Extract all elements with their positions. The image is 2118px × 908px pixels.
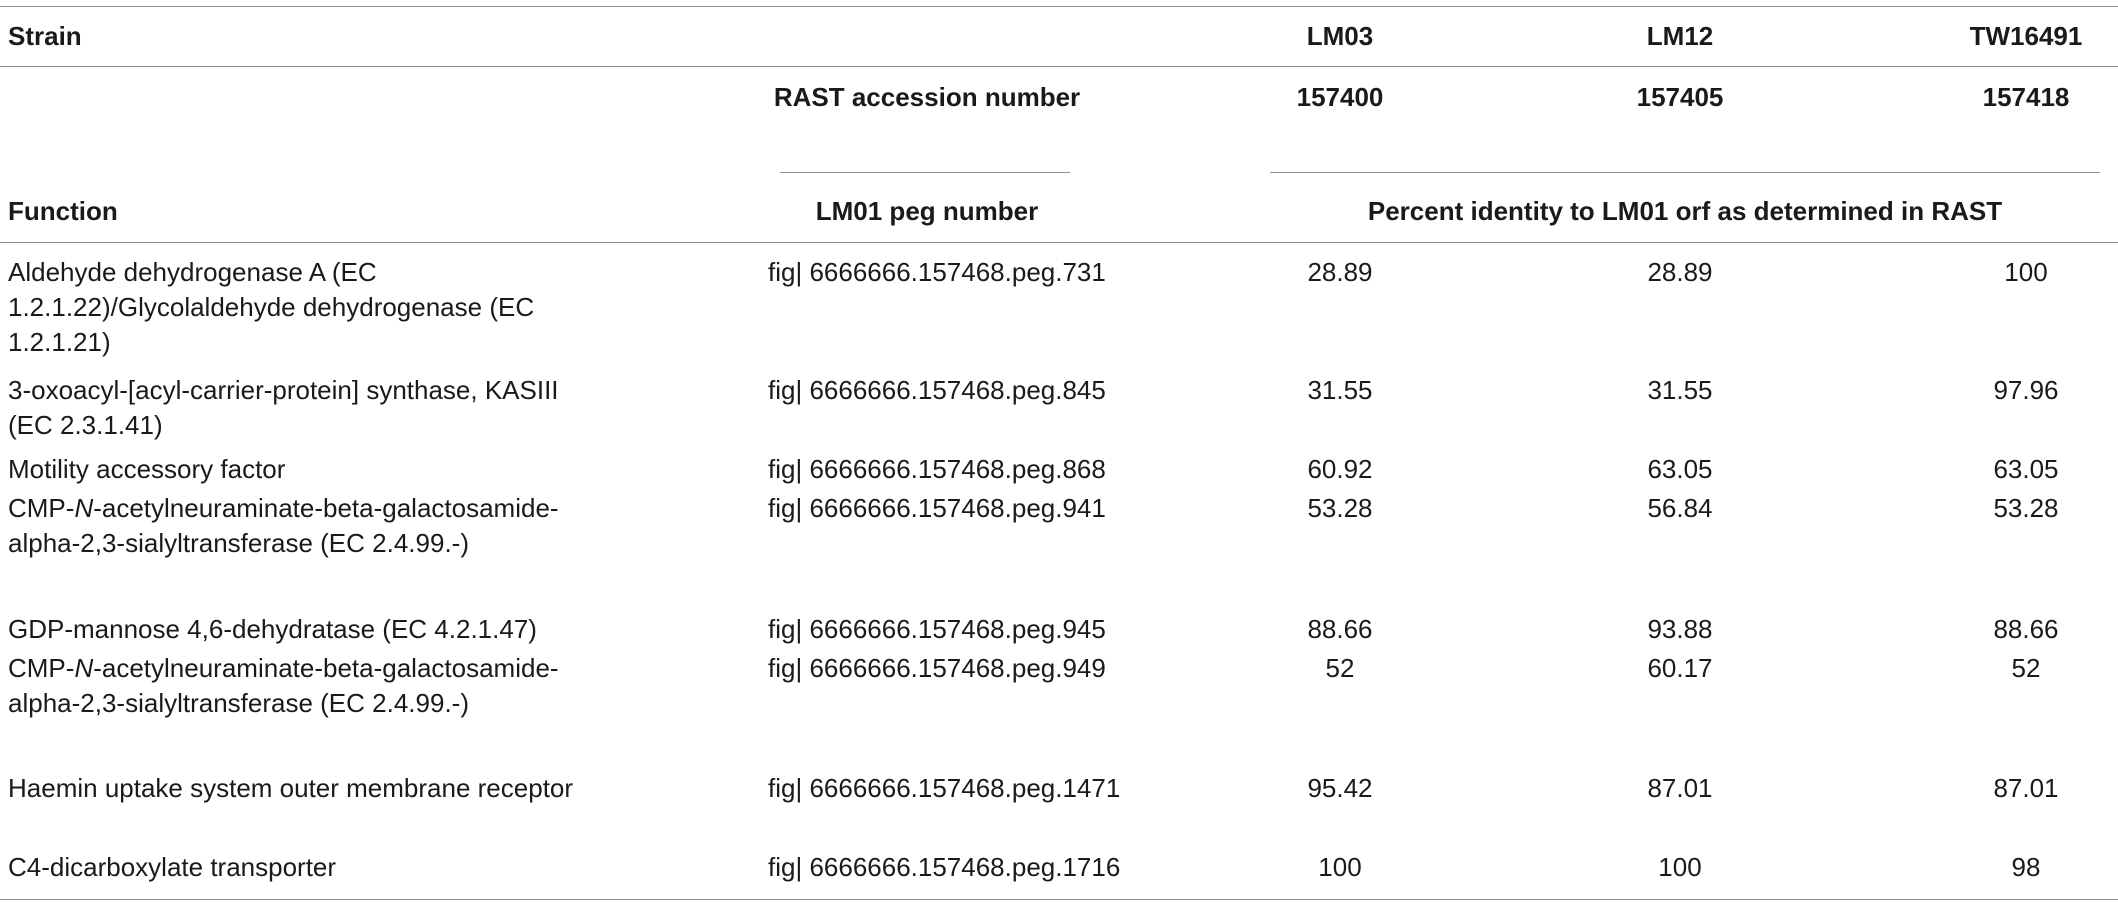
- function-cell: CMP-N-acetylneuraminate-beta-galactosamide-alpha-2,3-sialyltransferase (EC 2.4.99.-): [8, 493, 559, 558]
- peg-cell: fig| 6666666.157468.peg.868: [768, 454, 1106, 484]
- function-cell: Motility accessory factor: [8, 454, 286, 484]
- lm12-identity-cell: 60.17: [1647, 653, 1713, 683]
- lm03-identity-cell: 100: [1318, 852, 1362, 882]
- peg-cell: fig| 6666666.157468.peg.949: [768, 653, 1106, 683]
- lm03-identity-cell: 53.28: [1307, 493, 1373, 523]
- strain-lm03: LM03: [1306, 21, 1374, 51]
- strain-lm12: LM12: [1646, 21, 1714, 51]
- lm12-identity-cell: 93.88: [1647, 614, 1713, 644]
- identity-subrule: [1270, 172, 2100, 173]
- lm03-identity-cell: 95.42: [1307, 773, 1373, 803]
- tw16491-identity-cell: 97.96: [1993, 375, 2059, 405]
- peg-cell: fig| 6666666.157468.peg.1471: [768, 773, 1121, 803]
- identity-label: Percent identity to LM01 orf as determined in RAST: [1367, 196, 2003, 226]
- lm03-identity-cell: 52: [1325, 653, 1355, 683]
- function-label: Function: [8, 196, 118, 226]
- lm12-identity-cell: 31.55: [1647, 375, 1713, 405]
- tw16491-identity-cell: 63.05: [1993, 454, 2059, 484]
- lm03-identity-cell: 28.89: [1307, 257, 1373, 287]
- function-cell: 3-oxoacyl-[acyl-carrier-protein] synthase, KASIII (EC 2.3.1.41): [8, 375, 559, 440]
- function-cell: Haemin uptake system outer membrane receptor: [8, 773, 574, 803]
- header-bottom-rule: [0, 242, 2118, 243]
- lm03-identity-cell: 60.92: [1307, 454, 1373, 484]
- peg-cell: fig| 6666666.157468.peg.1716: [768, 852, 1121, 882]
- tw16491-identity-cell: 87.01: [1993, 773, 2059, 803]
- accession-tw16491: 157418: [1982, 82, 2070, 112]
- strain-label: Strain: [8, 21, 82, 51]
- tw16491-identity-cell: 100: [2004, 257, 2048, 287]
- lm12-identity-cell: 87.01: [1647, 773, 1713, 803]
- strain-tw16491: TW16491: [1969, 21, 2083, 51]
- accession-subrule: [780, 172, 1070, 173]
- lm12-identity-cell: 63.05: [1647, 454, 1713, 484]
- function-cell: Aldehyde dehydrogenase A (EC 1.2.1.22)/Glycolaldehyde dehydrogenase (EC 1.2.1.21): [8, 257, 535, 357]
- tw16491-identity-cell: 52: [2011, 653, 2041, 683]
- peg-cell: fig| 6666666.157468.peg.845: [768, 375, 1106, 405]
- peg-cell: fig| 6666666.157468.peg.731: [768, 257, 1106, 287]
- function-cell: GDP-mannose 4,6-dehydratase (EC 4.2.1.47): [8, 614, 537, 644]
- accession-lm12: 157405: [1636, 82, 1724, 112]
- peg-cell: fig| 6666666.157468.peg.945: [768, 614, 1106, 644]
- lm12-identity-cell: 28.89: [1647, 257, 1713, 287]
- top-rule: [0, 6, 2118, 7]
- lm03-identity-cell: 88.66: [1307, 614, 1373, 644]
- tw16491-identity-cell: 98: [2011, 852, 2041, 882]
- accession-lm03: 157400: [1296, 82, 1384, 112]
- lm12-identity-cell: 56.84: [1647, 493, 1713, 523]
- bottom-rule: [0, 899, 2118, 900]
- function-cell: CMP-N-acetylneuraminate-beta-galactosamide-alpha-2,3-sialyltransferase (EC 2.4.99.-): [8, 653, 559, 718]
- peg-cell: fig| 6666666.157468.peg.941: [768, 493, 1106, 523]
- tw16491-identity-cell: 88.66: [1993, 614, 2059, 644]
- peg-label: LM01 peg number: [815, 196, 1039, 226]
- tw16491-identity-cell: 53.28: [1993, 493, 2059, 523]
- strain-rule: [0, 66, 2118, 67]
- rast-accession-label: RAST accession number: [773, 82, 1081, 112]
- lm12-identity-cell: 100: [1658, 852, 1702, 882]
- function-cell: C4-dicarboxylate transporter: [8, 852, 337, 882]
- lm03-identity-cell: 31.55: [1307, 375, 1373, 405]
